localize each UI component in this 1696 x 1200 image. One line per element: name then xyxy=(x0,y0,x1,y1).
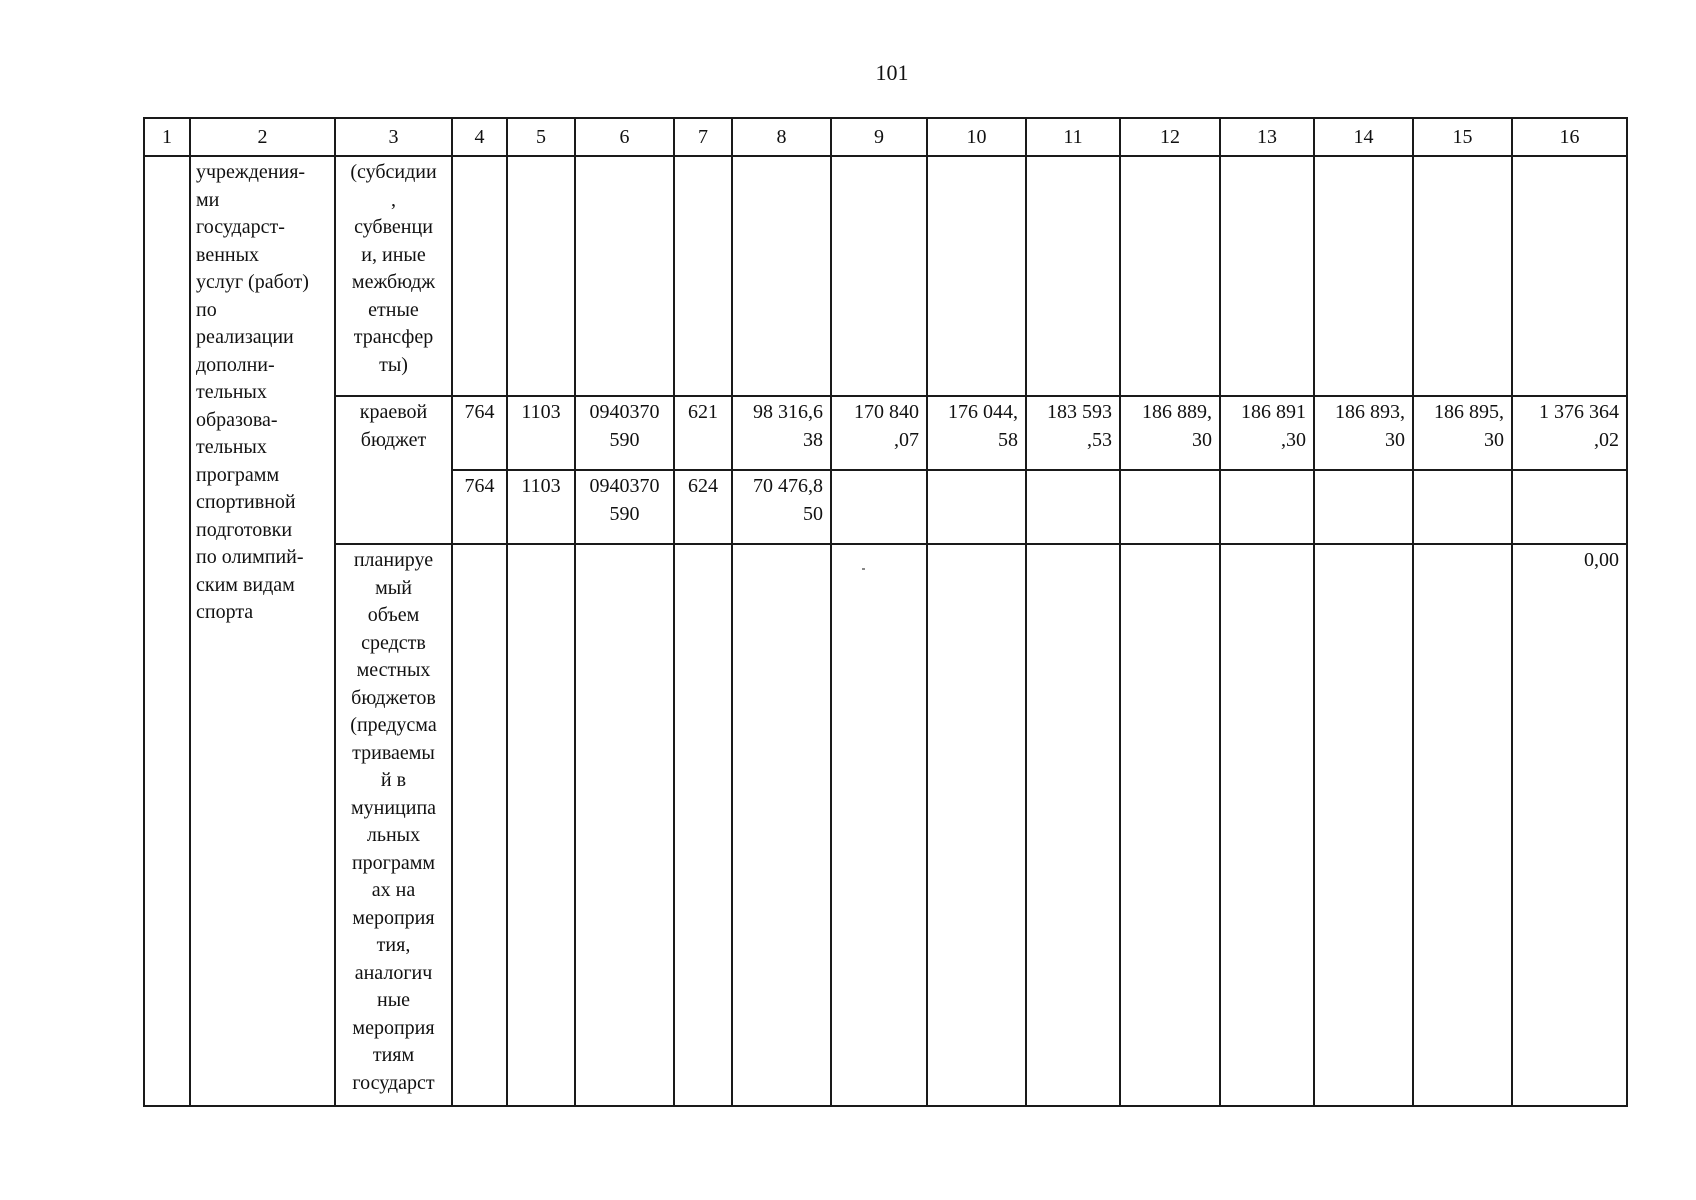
local-budget-source-line: ах на xyxy=(371,879,416,901)
transfer-note-line: етные xyxy=(368,298,419,321)
local-budget-source-line: ные xyxy=(376,989,411,1011)
empty-cell xyxy=(732,156,831,396)
table-row xyxy=(144,544,1627,1106)
local-budget-source-line: местных xyxy=(356,659,431,681)
measure-name-line: услуг (работ) xyxy=(196,271,309,293)
col-header-15: 15 xyxy=(1413,118,1512,156)
amount-line: 176 044, xyxy=(948,401,1018,423)
local-budget-source-line: мероприя xyxy=(352,1016,435,1039)
measure-name-line: программ xyxy=(196,463,280,486)
local-budget-source-line: триваемы xyxy=(352,741,435,764)
amount-cell-8 xyxy=(732,470,831,544)
empty-cell xyxy=(732,544,831,1106)
col-header-3: 3 xyxy=(335,118,452,156)
empty-cell xyxy=(507,544,575,1106)
local-budget-source-line: мероприя xyxy=(352,906,435,929)
amount-cell-9 xyxy=(831,396,927,470)
target-article-line: 590 xyxy=(609,502,640,525)
transfer-note-cell xyxy=(335,156,452,396)
amount-cell-15 xyxy=(1413,396,1512,470)
local-budget-source-line: аналогич xyxy=(354,961,433,984)
empty-cell xyxy=(1220,470,1314,544)
target-article-line: 0940370 xyxy=(589,475,660,497)
empty-cell xyxy=(831,544,927,1106)
empty-cell xyxy=(507,156,575,396)
amount-line: ,07 xyxy=(894,428,919,451)
measure-name-line: реализации xyxy=(196,326,294,348)
table-row xyxy=(144,156,1627,396)
col-header-11: 11 xyxy=(1026,118,1120,156)
empty-cell xyxy=(1026,544,1120,1106)
local-budget-source-line: государст xyxy=(352,1071,435,1094)
measure-name-line: ским видам xyxy=(196,573,295,596)
empty-cell xyxy=(1413,156,1512,396)
empty-cell xyxy=(927,470,1026,544)
amount-line: 38 xyxy=(803,428,823,451)
transfer-note-line: субвенци xyxy=(354,216,433,238)
measure-name-line: по xyxy=(196,298,217,321)
amount-line: ,53 xyxy=(1087,428,1112,451)
empty-cell xyxy=(831,156,927,396)
amount-line: 170 840 xyxy=(854,401,919,423)
col-header-7: 7 xyxy=(674,118,732,156)
transfer-note-line: (субсидии xyxy=(350,161,437,183)
empty-cell xyxy=(452,156,507,396)
col-header-14: 14 xyxy=(1314,118,1413,156)
amount-line: ,02 xyxy=(1594,428,1619,451)
total-amount-cell xyxy=(1512,396,1627,470)
empty-cell xyxy=(1120,544,1220,1106)
amount-cell-12 xyxy=(1120,396,1220,470)
scan-speck xyxy=(862,568,865,570)
empty-cell xyxy=(1026,156,1120,396)
measure-name-line: государст- xyxy=(196,216,285,238)
measure-name-line: по олимпий- xyxy=(196,546,304,568)
measure-name-line: дополни- xyxy=(196,353,275,376)
amount-cell-8 xyxy=(732,396,831,470)
section-code-cell: 1103 xyxy=(507,470,575,544)
gr-code-cell: 764 xyxy=(452,470,507,544)
target-article-line: 590 xyxy=(609,428,640,451)
measure-name-line: тельных xyxy=(196,436,267,458)
measure-name-line: ми xyxy=(196,188,220,211)
amount-cell-14 xyxy=(1314,396,1413,470)
measure-name-cell xyxy=(190,156,335,1106)
regional-budget-source-cell xyxy=(335,396,452,544)
empty-cell xyxy=(1512,470,1627,544)
local-budget-source-line: (предусма xyxy=(350,714,437,736)
local-budget-source-line: бюджетов xyxy=(351,686,436,709)
col-header-4: 4 xyxy=(452,118,507,156)
local-budget-source-line: объем xyxy=(367,604,420,626)
table-row xyxy=(144,396,1627,470)
target-article-cell xyxy=(575,396,674,470)
empty-cell xyxy=(1413,544,1512,1106)
section-code-cell: 1103 xyxy=(507,396,575,470)
local-budget-source-line: мый xyxy=(375,576,412,599)
amount-line: 58 xyxy=(998,428,1018,451)
measure-name-line: спорта xyxy=(196,601,254,623)
measure-name-line: венных xyxy=(196,243,260,266)
local-budget-total-cell: 0,00 xyxy=(1512,544,1627,1106)
empty-cell xyxy=(1512,156,1627,396)
empty-cell xyxy=(927,544,1026,1106)
amount-line: 30 xyxy=(1385,428,1405,451)
local-budget-source-line: й в xyxy=(380,769,407,791)
regional-budget-source-line: бюджет xyxy=(360,428,427,451)
measure-name-line: тельных xyxy=(196,381,267,403)
expense-type-cell: 624 xyxy=(674,470,732,544)
regional-budget-source-line: краевой xyxy=(359,401,428,423)
col-header-16: 16 xyxy=(1512,118,1627,156)
local-budget-source-cell xyxy=(335,544,452,1106)
amount-line: 98 316,6 xyxy=(753,401,823,423)
empty-cell xyxy=(1314,156,1413,396)
measure-name-line: подготовки xyxy=(196,518,293,541)
row-number-cell xyxy=(144,156,190,1106)
amount-line: 1 376 364 xyxy=(1539,401,1619,423)
amount-line: 186 891 xyxy=(1241,401,1306,423)
measure-name-line: образова- xyxy=(196,408,278,431)
empty-cell xyxy=(1413,470,1512,544)
amount-line: ,30 xyxy=(1281,428,1306,451)
amount-line: 186 889, xyxy=(1142,401,1212,423)
transfer-note-line: трансфер xyxy=(353,326,434,348)
empty-cell xyxy=(1026,470,1120,544)
col-header-13: 13 xyxy=(1220,118,1314,156)
empty-cell xyxy=(1220,156,1314,396)
transfer-note-line: , xyxy=(391,188,396,211)
amount-cell-13 xyxy=(1220,396,1314,470)
col-header-6: 6 xyxy=(575,118,674,156)
empty-cell xyxy=(452,544,507,1106)
col-header-2: 2 xyxy=(190,118,335,156)
col-header-10: 10 xyxy=(927,118,1026,156)
budget-table xyxy=(143,117,1628,1107)
amount-line: 30 xyxy=(1192,428,1212,451)
target-article-cell xyxy=(575,470,674,544)
transfer-note-line: ты) xyxy=(379,353,408,376)
amount-line: 183 593 xyxy=(1047,401,1112,423)
col-header-8: 8 xyxy=(732,118,831,156)
column-number-row xyxy=(144,118,1627,156)
empty-cell xyxy=(575,156,674,396)
local-budget-source-line: льных xyxy=(366,824,421,846)
local-budget-source-line: муниципа xyxy=(350,796,437,819)
amount-line: 70 476,8 xyxy=(753,475,823,497)
local-budget-source-line: тия, xyxy=(376,934,411,956)
empty-cell xyxy=(927,156,1026,396)
local-budget-source-line: планируе xyxy=(353,549,434,571)
empty-cell xyxy=(1120,156,1220,396)
measure-name-line: спортивной xyxy=(196,491,296,513)
amount-cell-11 xyxy=(1026,396,1120,470)
local-budget-source-line: тиям xyxy=(372,1044,415,1066)
measure-name-line: учреждения- xyxy=(196,161,306,183)
col-header-12: 12 xyxy=(1120,118,1220,156)
empty-cell xyxy=(1220,544,1314,1106)
page-number: 101 xyxy=(875,60,909,85)
empty-cell xyxy=(674,544,732,1106)
empty-cell xyxy=(1314,544,1413,1106)
empty-cell xyxy=(831,470,927,544)
empty-cell xyxy=(1120,470,1220,544)
amount-line: 50 xyxy=(803,502,823,525)
local-budget-source-line: программ xyxy=(351,851,436,874)
col-header-1: 1 xyxy=(144,118,190,156)
transfer-note-line: межбюдж xyxy=(351,271,436,293)
empty-cell xyxy=(1314,470,1413,544)
expense-type-cell: 621 xyxy=(674,396,732,470)
col-header-5: 5 xyxy=(507,118,575,156)
empty-cell xyxy=(575,544,674,1106)
local-budget-source-line: средств xyxy=(361,631,426,654)
target-article-line: 0940370 xyxy=(589,401,660,423)
transfer-note-line: и, иные xyxy=(361,243,426,266)
col-header-9: 9 xyxy=(831,118,927,156)
amount-line: 30 xyxy=(1484,428,1504,451)
amount-cell-10 xyxy=(927,396,1026,470)
gr-code-cell: 764 xyxy=(452,396,507,470)
empty-cell xyxy=(674,156,732,396)
amount-line: 186 895, xyxy=(1434,401,1504,423)
amount-line: 186 893, xyxy=(1335,401,1405,423)
